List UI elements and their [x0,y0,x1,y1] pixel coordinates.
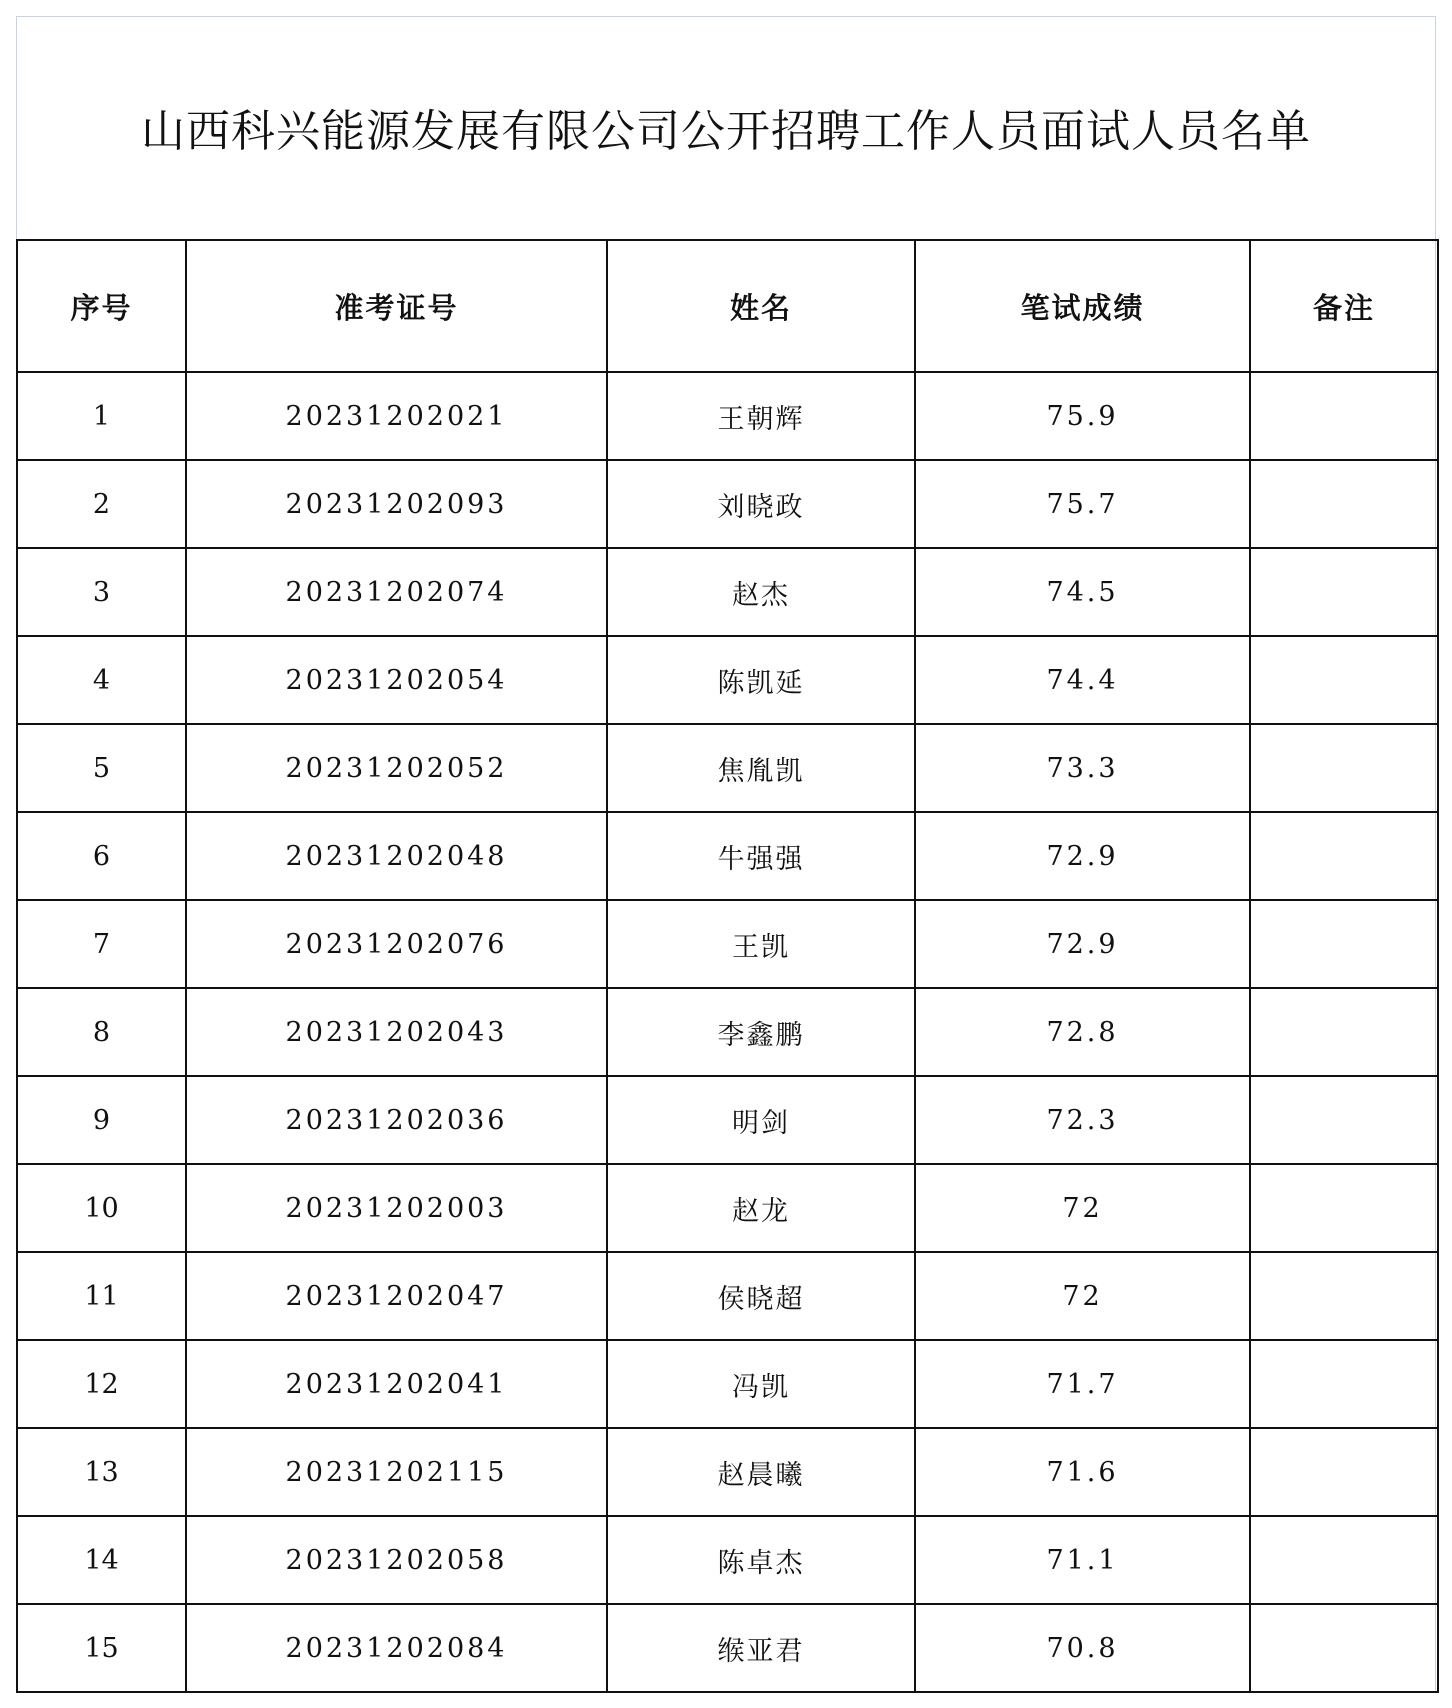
cell-remark [1250,724,1438,812]
cell-index: 5 [17,724,186,812]
cell-ticket-number: 20231202036 [186,1076,607,1164]
cell-ticket-number: 20231202115 [186,1428,607,1516]
cell-written-score: 75.7 [915,460,1250,548]
interview-roster-table [16,239,1439,1693]
table-body [17,372,1438,1692]
cell-index: 2 [17,460,186,548]
cell-written-score: 74.4 [915,636,1250,724]
cell-index: 9 [17,1076,186,1164]
cell-ticket-number: 20231202021 [186,372,607,460]
cell-name: 牛强强 [607,812,915,900]
table-header-row [17,240,1438,372]
cell-remark [1250,460,1438,548]
cell-index: 10 [17,1164,186,1252]
cell-ticket-number: 20231202054 [186,636,607,724]
cell-ticket-number: 20231202048 [186,812,607,900]
cell-ticket-number: 20231202047 [186,1252,607,1340]
cell-ticket-number: 20231202076 [186,900,607,988]
cell-remark [1250,1428,1438,1516]
cell-name: 陈凯延 [607,636,915,724]
cell-ticket-number: 20231202084 [186,1604,607,1692]
cell-index: 13 [17,1428,186,1516]
table-row [17,1076,1438,1164]
cell-name: 冯凯 [607,1340,915,1428]
cell-name: 赵杰 [607,548,915,636]
cell-remark [1250,900,1438,988]
cell-name: 李鑫鹏 [607,988,915,1076]
header-name: 姓名 [607,240,915,372]
table-row [17,372,1438,460]
header-ticket-number: 准考证号 [186,240,607,372]
cell-remark [1250,1516,1438,1604]
cell-remark [1250,1164,1438,1252]
cell-index: 7 [17,900,186,988]
table-row [17,548,1438,636]
cell-name: 明剑 [607,1076,915,1164]
cell-index: 3 [17,548,186,636]
cell-name: 陈卓杰 [607,1516,915,1604]
cell-written-score: 72 [915,1252,1250,1340]
cell-index: 14 [17,1516,186,1604]
cell-name: 焦胤凯 [607,724,915,812]
cell-index: 15 [17,1604,186,1692]
cell-remark [1250,548,1438,636]
cell-remark [1250,988,1438,1076]
cell-written-score: 75.9 [915,372,1250,460]
cell-name: 王朝辉 [607,372,915,460]
cell-name: 王凯 [607,900,915,988]
table-row [17,1252,1438,1340]
cell-ticket-number: 20231202093 [186,460,607,548]
cell-index: 6 [17,812,186,900]
cell-name: 赵龙 [607,1164,915,1252]
cell-ticket-number: 20231202003 [186,1164,607,1252]
cell-written-score: 71.6 [915,1428,1250,1516]
cell-written-score: 74.5 [915,548,1250,636]
table-row [17,636,1438,724]
cell-name: 赵晨曦 [607,1428,915,1516]
cell-written-score: 72.9 [915,900,1250,988]
table-row [17,460,1438,548]
table-row [17,724,1438,812]
cell-written-score: 71.1 [915,1516,1250,1604]
cell-ticket-number: 20231202058 [186,1516,607,1604]
cell-written-score: 71.7 [915,1340,1250,1428]
cell-remark [1250,636,1438,724]
cell-ticket-number: 20231202074 [186,548,607,636]
cell-remark [1250,812,1438,900]
cell-written-score: 72.3 [915,1076,1250,1164]
table-row [17,1516,1438,1604]
cell-remark [1250,1252,1438,1340]
cell-remark [1250,1604,1438,1692]
cell-index: 12 [17,1340,186,1428]
cell-written-score: 72.8 [915,988,1250,1076]
header-index: 序号 [17,240,186,372]
cell-index: 8 [17,988,186,1076]
table-row [17,1340,1438,1428]
cell-remark [1250,1340,1438,1428]
cell-written-score: 73.3 [915,724,1250,812]
cell-ticket-number: 20231202052 [186,724,607,812]
cell-ticket-number: 20231202043 [186,988,607,1076]
document-title: 山西科兴能源发展有限公司公开招聘工作人员面试人员名单 [141,106,1311,157]
header-remark: 备注 [1250,240,1438,372]
cell-written-score: 70.8 [915,1604,1250,1692]
cell-index: 4 [17,636,186,724]
cell-written-score: 72 [915,1164,1250,1252]
cell-name: 缑亚君 [607,1604,915,1692]
table-row [17,1604,1438,1692]
table-row [17,1428,1438,1516]
cell-name: 侯晓超 [607,1252,915,1340]
table-row [17,900,1438,988]
cell-remark [1250,372,1438,460]
cell-ticket-number: 20231202041 [186,1340,607,1428]
header-written-score: 笔试成绩 [915,240,1250,372]
table-row [17,812,1438,900]
cell-name: 刘晓政 [607,460,915,548]
cell-written-score: 72.9 [915,812,1250,900]
cell-index: 1 [17,372,186,460]
cell-remark [1250,1076,1438,1164]
table-row [17,988,1438,1076]
cell-index: 11 [17,1252,186,1340]
table-row [17,1164,1438,1252]
